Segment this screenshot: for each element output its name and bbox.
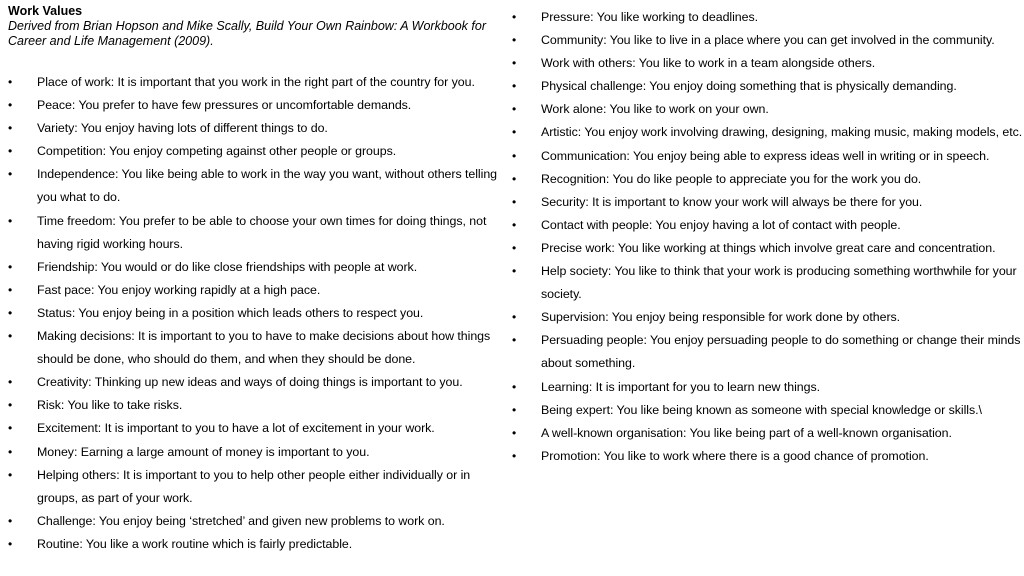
list-item: • Creativity: Thinking up new ideas and ways of doing things is important to you. (8, 371, 510, 394)
left-column (8, 0, 510, 556)
bullet-icon (8, 325, 20, 348)
bullet-icon (512, 445, 524, 468)
list-item: • Physical challenge: You enjoy doing something that is physically demanding. (512, 75, 1024, 98)
list-item: • Independence: You like being able to work in the way you want, without others telling you what to do. (8, 163, 510, 209)
bullet-icon (512, 6, 524, 29)
list-item: • Security: It is important to know your work will always be there for you. (512, 191, 1024, 214)
list-item: • Challenge: You enjoy being ‘stretched’ and given new problems to work on. (8, 510, 510, 533)
bullet-icon (512, 191, 524, 214)
list-item: • Friendship: You would or do like close friendships with people at work. (8, 256, 510, 279)
list-item: • Variety: You enjoy having lots of different things to do. (8, 117, 510, 140)
right-values-list (512, 6, 1024, 468)
list-item: • Status: You enjoy being in a position which leads others to respect you. (8, 302, 510, 325)
list-item: • Helping others: It is important to you to help other people either individually or in groups, as part of your work. (8, 464, 510, 510)
bullet-icon (8, 94, 20, 117)
bullet-icon (512, 237, 524, 260)
list-item: • Peace: You prefer to have few pressures or uncomfortable demands. (8, 94, 510, 117)
source-citation: Derived from Brian Hopson and Mike Scally, Build Your Own Rainbow: A Workbook for Career and Life Management (2009). (8, 19, 486, 48)
bullet-icon (512, 260, 524, 283)
bullet-icon (512, 306, 524, 329)
right-column (512, 6, 1024, 468)
list-item: • Making decisions: It is important to you to have to make decisions about how things should be done, who should do them, and when they should be done. (8, 325, 510, 371)
bullet-icon (8, 464, 20, 487)
bullet-icon (8, 279, 20, 302)
bullet-icon (8, 510, 20, 533)
list-item: • Contact with people: You enjoy having a lot of contact with people. (512, 214, 1024, 237)
bullet-icon (8, 71, 20, 94)
bullet-icon (512, 422, 524, 445)
list-item: • Persuading people: You enjoy persuading people to do something or change their minds about something. (512, 329, 1024, 375)
bullet-icon (512, 145, 524, 168)
bullet-icon (8, 210, 20, 233)
bullet-icon (8, 302, 20, 325)
list-item: • Artistic: You enjoy work involving drawing, designing, making music, making models, etc. (512, 121, 1024, 144)
list-item: • Communication: You enjoy being able to express ideas well in writing or in speech. (512, 145, 1024, 168)
list-item: • Time freedom: You prefer to be able to choose your own times for doing things, not having rigid working hours. (8, 210, 510, 256)
bullet-icon (512, 98, 524, 121)
bullet-icon (512, 75, 524, 98)
list-item: • Competition: You enjoy competing against other people or groups. (8, 140, 510, 163)
list-item: • A well-known organisation: You like being part of a well-known organisation. (512, 422, 1024, 445)
list-item: • Community: You like to live in a place where you can get involved in the community. (512, 29, 1024, 52)
list-item: • Promotion: You like to work where there is a good chance of promotion. (512, 445, 1024, 468)
bullet-icon (8, 417, 20, 440)
bullet-icon (8, 117, 20, 140)
bullet-icon (8, 256, 20, 279)
list-item: • Pressure: You like working to deadlines. (512, 6, 1024, 29)
list-item: • Risk: You like to take risks. (8, 394, 510, 417)
bullet-icon (512, 214, 524, 237)
bullet-icon (8, 394, 20, 417)
left-values-list (8, 71, 510, 556)
bullet-icon (512, 168, 524, 191)
list-item: • Routine: You like a work routine which is fairly predictable. (8, 533, 510, 556)
bullet-icon (512, 52, 524, 75)
bullet-icon (8, 441, 20, 464)
list-item: • Work alone: You like to work on your own. (512, 98, 1024, 121)
bullet-icon (8, 371, 20, 394)
bullet-icon (8, 533, 20, 556)
list-item: • Supervision: You enjoy being responsible for work done by others. (512, 306, 1024, 329)
bullet-icon (512, 29, 524, 52)
list-item: • Work with others: You like to work in a team alongside others. (512, 52, 1024, 75)
bullet-icon (512, 121, 524, 144)
bullet-icon (8, 163, 20, 186)
list-item: • Excitement: It is important to you to have a lot of excitement in your work. (8, 417, 510, 440)
bullet-icon (512, 329, 524, 352)
list-item: • Learning: It is important for you to learn new things. (512, 376, 1024, 399)
bullet-icon (512, 376, 524, 399)
list-item: • Precise work: You like working at things which involve great care and concentration. (512, 237, 1024, 260)
list-item: • Help society: You like to think that your work is producing something worthwhile for your society. (512, 260, 1024, 306)
list-item: • Recognition: You do like people to appreciate you for the work you do. (512, 168, 1024, 191)
bullet-icon (8, 140, 20, 163)
list-item: • Money: Earning a large amount of money is important to you. (8, 441, 510, 464)
list-item: • Being expert: You like being known as someone with special knowledge or skills.\ (512, 399, 1024, 422)
bullet-icon (512, 399, 524, 422)
page-title: Work Values (8, 4, 83, 18)
list-item: • Fast pace: You enjoy working rapidly at a high pace. (8, 279, 510, 302)
list-item: • Place of work: It is important that you work in the right part of the country for you. (8, 71, 510, 94)
